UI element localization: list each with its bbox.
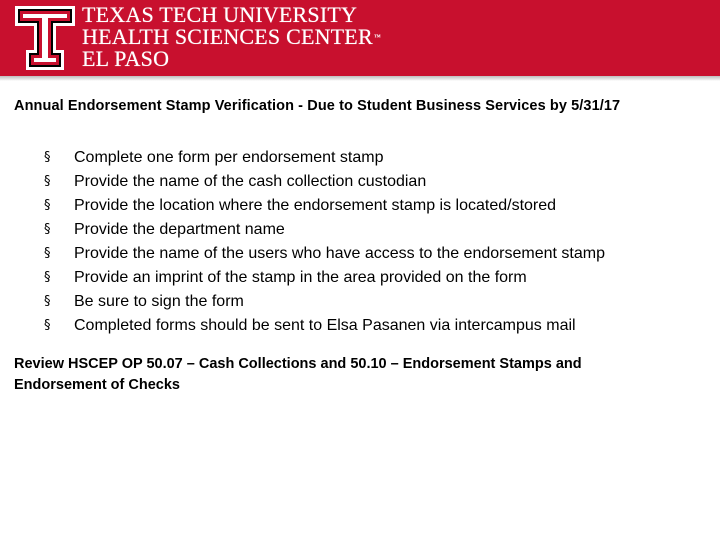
list-item bbox=[44, 290, 605, 314]
list-item bbox=[44, 218, 605, 242]
double-t-logo-icon bbox=[14, 5, 76, 71]
instruction-list bbox=[44, 146, 605, 338]
wordmark-line-3: EL PASO bbox=[82, 46, 170, 71]
bullet-icon: § bbox=[44, 294, 51, 309]
bullet-icon: § bbox=[44, 150, 51, 165]
list-item-text: Provide the name of the users who have access to the endorsement stamp bbox=[74, 245, 605, 262]
bullet-icon: § bbox=[44, 270, 51, 285]
bullet-icon: § bbox=[44, 318, 51, 333]
slide-content bbox=[14, 96, 714, 393]
list-item-text: Complete one form per endorsement stamp bbox=[74, 149, 384, 166]
wordmark-line-1: TEXAS TECH UNIVERSITY bbox=[82, 2, 358, 27]
list-item-text: Completed forms should be sent to Elsa Pasanen via intercampus mail bbox=[74, 317, 576, 334]
list-item bbox=[44, 314, 605, 338]
university-wordmark bbox=[82, 4, 381, 70]
review-line-2: Endorsement of Checks bbox=[14, 377, 180, 393]
list-item bbox=[44, 194, 605, 218]
bullet-icon: § bbox=[44, 222, 51, 237]
bullet-icon: § bbox=[44, 246, 51, 261]
header-banner bbox=[0, 0, 720, 76]
trademark-symbol: ™ bbox=[373, 33, 381, 41]
page-title: Annual Endorsement Stamp Verification - Due to Student Business Services by 5/31/17 bbox=[14, 98, 621, 114]
list-item-text: Provide the name of the cash collection custodian bbox=[74, 173, 427, 190]
review-note bbox=[14, 354, 654, 396]
header-divider bbox=[0, 76, 720, 81]
wordmark-line-2-text: HEALTH SCIENCES CENTER bbox=[82, 24, 373, 49]
wordmark-line-2 bbox=[82, 26, 381, 48]
bullet-icon: § bbox=[44, 198, 51, 213]
list-item bbox=[44, 242, 605, 266]
list-item-text: Be sure to sign the form bbox=[74, 293, 244, 310]
list-item-text: Provide the department name bbox=[74, 221, 285, 238]
list-item-text: Provide the location where the endorsement stamp is located/stored bbox=[74, 197, 557, 214]
list-item bbox=[44, 266, 605, 290]
list-item bbox=[44, 146, 605, 170]
list-item-text: Provide an imprint of the stamp in the area provided on the form bbox=[74, 269, 527, 286]
bullet-icon: § bbox=[44, 174, 51, 189]
list-item bbox=[44, 170, 605, 194]
review-line-1: Review HSCEP OP 50.07 – Cash Collections and 50.10 – Endorsement Stamps and bbox=[14, 356, 582, 372]
